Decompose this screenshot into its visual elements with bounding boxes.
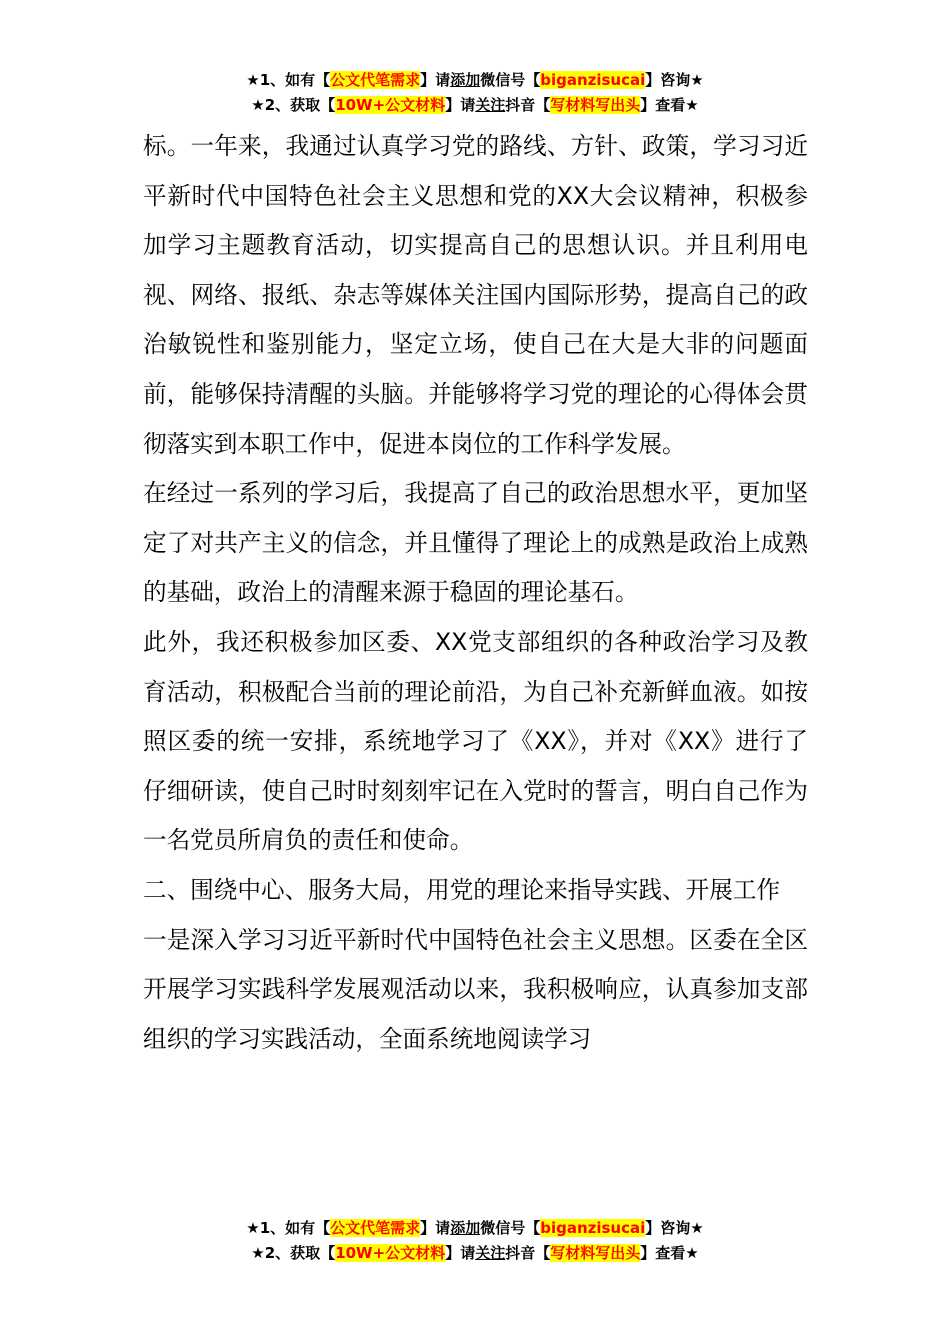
banner-text: ★1、如有【 <box>246 71 331 89</box>
paragraph: 标。一年来，我通过认真学习党的路线、方针、政策，学习习近平新时代中国特色社会主义思想和党的XX大会议精神，积极参加学习主题教育活动，切实提高自己的思想认识。并且利用电视、网络、报纸、杂志等媒体关注国内国际形势，提高自己的政治敏锐性和鉴别能力，坚定立场，使自己在大是大非的问题面前，能够保持清醒的头脑。并能够将学习党的理论的心得体会贯彻落实到本职工作中，促进本岗位的工作科学发展。 <box>143 132 808 458</box>
paragraph: 一是深入学习习近平新时代中国特色社会主义思想。区委在全区开展学习实践科学发展观活动以来，我积极响应，认真参加支部组织的学习实践活动，全面系统地阅读学习 <box>143 925 808 1053</box>
paragraph: 在经过一系列的学习后，我提高了自己的政治思想水平，更加坚定了对共产主义的信念，并且懂得了理论上的成熟是政治上成熟的基础，政治上的清醒来源于稳固的理论基石。 <box>143 479 808 607</box>
banner-text: ★2、获取【 <box>251 96 336 114</box>
footer-banner <box>0 1216 950 1266</box>
banner-text: 抖音【 <box>505 96 551 114</box>
banner-text: 】查看★ <box>640 1244 699 1262</box>
banner-line-1 <box>0 68 950 93</box>
document-body <box>143 122 808 1064</box>
header-banner <box>0 68 950 118</box>
banner-underline: 关注 <box>475 1244 506 1262</box>
banner-text: 微信号【 <box>480 71 541 89</box>
banner-highlight: 10W+公文材料 <box>335 96 446 114</box>
banner-text: 】请 <box>420 1219 451 1237</box>
banner-text: 】请 <box>420 71 451 89</box>
paragraph: 此外，我还积极参加区委、XX党支部组织的各种政治学习及教育活动，积极配合当前的理论前沿，为自己补充新鲜血液。如按照区委的统一安排，系统地学习了《XX》，并对《XX》进行了仔细研读，使自己时时刻刻牢记在入党时的誓言，明白自己作为一名党员所肩负的责任和使命。 <box>143 627 808 855</box>
banner-highlight: 公文代笔需求 <box>330 1219 421 1237</box>
banner-douyin-name: 写材料写出头 <box>550 1244 641 1262</box>
banner-text: 抖音【 <box>505 1244 551 1262</box>
banner-text: 】咨询★ <box>645 71 704 89</box>
banner-text: 】查看★ <box>640 96 699 114</box>
banner-line-2 <box>0 1241 950 1266</box>
banner-underline: 添加 <box>450 71 481 89</box>
banner-text: 微信号【 <box>480 1219 541 1237</box>
banner-line-2 <box>0 93 950 118</box>
banner-underline: 关注 <box>475 96 506 114</box>
banner-douyin-name: 写材料写出头 <box>550 96 641 114</box>
banner-wechat-id: biganzisucai <box>540 1219 646 1237</box>
banner-text: ★2、获取【 <box>251 1244 336 1262</box>
banner-text: 】请 <box>445 1244 476 1262</box>
banner-highlight: 10W+公文材料 <box>335 1244 446 1262</box>
banner-wechat-id: biganzisucai <box>540 71 646 89</box>
banner-underline: 添加 <box>450 1219 481 1237</box>
banner-line-1 <box>0 1216 950 1241</box>
banner-text: 】请 <box>445 96 476 114</box>
banner-highlight: 公文代笔需求 <box>330 71 421 89</box>
section-heading: 二、围绕中心、服务大局，用党的理论来指导实践、开展工作 <box>143 875 781 904</box>
banner-text: ★1、如有【 <box>246 1219 331 1237</box>
banner-text: 】咨询★ <box>645 1219 704 1237</box>
